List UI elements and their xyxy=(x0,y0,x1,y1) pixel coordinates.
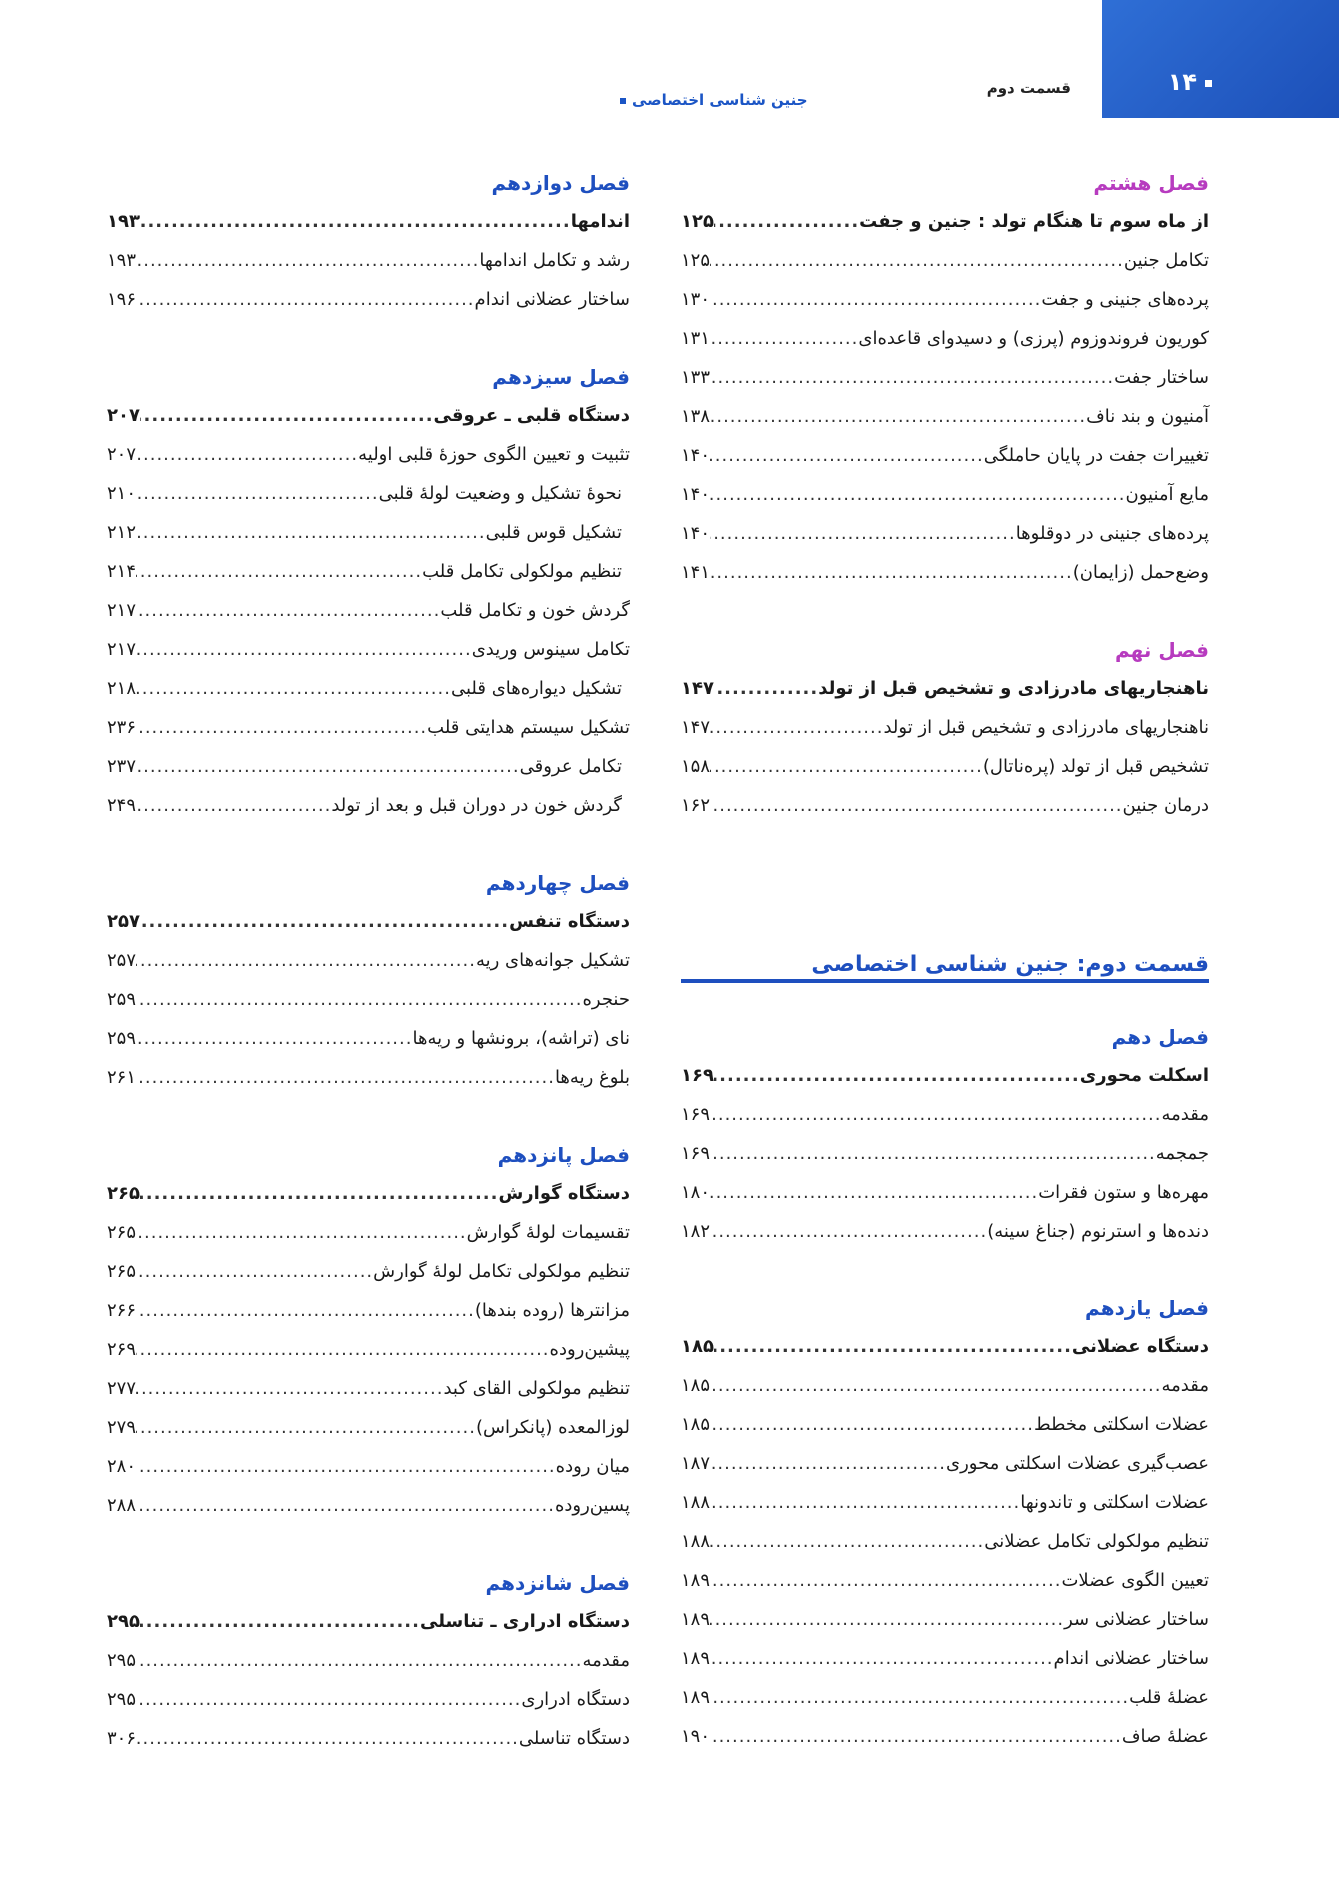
toc-entry-title: کوریون فروندوزوم (پرزی) و دسیدوای قاعده‌ای xyxy=(858,328,1209,349)
toc-entry xyxy=(107,941,630,980)
toc-entry xyxy=(681,1483,1209,1522)
toc-entry-page: ۱۴۱ xyxy=(681,562,711,583)
toc-entry xyxy=(107,1252,630,1291)
toc-entry-title: تکامل سینوس وریدی xyxy=(471,639,630,660)
toc-entry-page: ۲۹۵ xyxy=(107,1689,137,1710)
toc-entry-page: ۲۱۴ xyxy=(107,561,137,582)
toc-entry-title: تنظیم مولکولی القای کبد xyxy=(443,1378,630,1399)
toc-entry-page: ۱۴۰ xyxy=(681,484,711,505)
toc-entry-title: گردش خون و تکامل قلب xyxy=(440,600,630,621)
toc-entry-title: حنجره xyxy=(582,989,630,1010)
toc-entry-page: ۲۵۹ xyxy=(107,1028,137,1049)
chapter-block xyxy=(107,864,630,1097)
dot-leader xyxy=(136,1408,476,1447)
toc-entry xyxy=(681,397,1209,436)
toc-entry-page: ۲۱۷ xyxy=(107,600,137,621)
toc-entry-title: تکامل عروقی xyxy=(519,756,622,777)
dot-leader xyxy=(710,1600,1064,1639)
dot-leader xyxy=(714,669,818,708)
dot-leader xyxy=(136,1369,443,1408)
chapter-block xyxy=(107,1564,630,1758)
toc-entry-title: نای (تراشه)، برونشها و ریه‌ها xyxy=(412,1028,630,1049)
toc-entry-title: دستگاه ادراری ـ تناسلی xyxy=(419,1611,630,1632)
dot-leader xyxy=(136,552,422,591)
dot-leader xyxy=(136,1680,521,1719)
toc-entry-page: ۱۸۰ xyxy=(681,1182,711,1203)
toc-entry xyxy=(681,1056,1209,1095)
toc-entry-page: ۲۶۹ xyxy=(107,1339,137,1360)
toc-entry-page: ۲۱۸ xyxy=(107,678,137,699)
dot-leader xyxy=(140,1174,499,1213)
toc-entry-page: ۱۹۶ xyxy=(107,289,137,310)
toc-entry-page: ۲۷۷ xyxy=(107,1378,137,1399)
dot-leader xyxy=(710,1561,1061,1600)
toc-entry xyxy=(107,1486,630,1525)
toc-entry-page: ۱۳۸ xyxy=(681,406,711,427)
chapter-heading: فصل شانزدهم xyxy=(485,1571,630,1595)
chapter-block xyxy=(107,358,630,825)
toc-entry xyxy=(107,1291,630,1330)
toc-entry xyxy=(681,1639,1209,1678)
dot-leader xyxy=(136,1447,556,1486)
toc-entry-page: ۲۵۹ xyxy=(107,989,137,1010)
toc-entry-title: ناهنجاریهای مادرزادی و تشخیص قبل از تولد xyxy=(883,717,1209,738)
dot-leader xyxy=(710,1173,1038,1212)
toc-entry-page: ۱۸۵ xyxy=(681,1375,711,1396)
toc-entry-page: ۱۶۹ xyxy=(681,1143,711,1164)
toc-entry-page: ۱۴۷ xyxy=(681,678,714,699)
toc-entry-page: ۲۶۵ xyxy=(107,1183,140,1204)
dot-leader xyxy=(136,513,486,552)
toc-entry xyxy=(681,1405,1209,1444)
chapter-block xyxy=(681,1289,1209,1756)
dot-leader xyxy=(136,1291,475,1330)
toc-entry-page: ۱۸۸ xyxy=(681,1531,711,1552)
toc-entry xyxy=(681,669,1209,708)
dot-leader xyxy=(136,1213,467,1252)
dot-leader xyxy=(140,396,434,435)
toc-entry xyxy=(107,1174,630,1213)
toc-entry xyxy=(681,1717,1209,1756)
toc-entry-page: ۲۶۵ xyxy=(107,1261,137,1282)
toc-entry-title: تشکیل سیستم هدایتی قلب xyxy=(427,717,630,738)
dot-leader xyxy=(710,1405,1034,1444)
dot-leader xyxy=(710,319,858,358)
chapter-block xyxy=(681,631,1209,825)
toc-entry-title: از ماه سوم تا هنگام تولد : جنین و جفت xyxy=(859,211,1209,232)
toc-entry-title: لوزالمعده (پانکراس) xyxy=(475,1417,630,1438)
toc-entry xyxy=(107,280,630,319)
toc-entry xyxy=(107,747,630,786)
toc-entry-title: ساختار عضلانی اندام xyxy=(474,289,630,310)
toc-entry xyxy=(681,319,1209,358)
dot-leader xyxy=(710,1522,984,1561)
toc-entry xyxy=(107,1019,630,1058)
toc-entry xyxy=(107,1719,630,1758)
toc-entry-title: آمنیون و بند ناف xyxy=(1086,406,1209,427)
toc-entry-page: ۲۸۰ xyxy=(107,1456,137,1477)
toc-entry-page: ۲۸۸ xyxy=(107,1495,137,1516)
dot-leader xyxy=(710,786,1123,825)
chapter-heading: فصل یازدهم xyxy=(1085,1296,1209,1320)
toc-entry-page: ۳۰۶ xyxy=(107,1728,137,1749)
toc-entry-page: ۲۴۹ xyxy=(107,795,137,816)
toc-entry-title: دستگاه عضلانی xyxy=(1071,1336,1209,1357)
toc-entry-page: ۲۱۷ xyxy=(107,639,137,660)
dot-leader xyxy=(710,358,1114,397)
chapter-heading: فصل دوازدهم xyxy=(491,171,630,195)
dot-leader xyxy=(710,708,883,747)
toc-entry xyxy=(107,435,630,474)
toc-entry-page: ۲۹۵ xyxy=(107,1650,137,1671)
toc-entry xyxy=(681,1561,1209,1600)
toc-entry-title: دستگاه قلبی ـ عروقی xyxy=(433,405,630,426)
toc-entry xyxy=(681,280,1209,319)
dot-leader xyxy=(140,902,509,941)
toc-entry-title: عضلات اسکلتی و تاندونها xyxy=(1020,1492,1209,1513)
dot-leader xyxy=(136,1486,555,1525)
toc-entry xyxy=(107,980,630,1019)
toc-entry-page: ۱۸۹ xyxy=(681,1648,711,1669)
dot-leader xyxy=(136,474,379,513)
toc-entry xyxy=(681,1444,1209,1483)
toc-entry-page: ۱۴۰ xyxy=(681,523,711,544)
toc-entry-page: ۱۴۰ xyxy=(681,445,711,466)
toc-entry-title: تشکیل قوس قلبی xyxy=(485,522,622,543)
toc-left-column xyxy=(107,0,630,1890)
toc-entry-page: ۲۹۵ xyxy=(107,1611,140,1632)
toc-entry xyxy=(107,902,630,941)
toc-entry-title: نحوهٔ تشکیل و وضعیت لولهٔ قلبی xyxy=(378,483,622,504)
part-heading: قسمت دوم: جنین شناسی اختصاصی xyxy=(811,952,1209,977)
toc-entry-title: ساختار عضلانی اندام xyxy=(1053,1648,1209,1669)
chapter-heading: فصل هشتم xyxy=(1093,171,1209,195)
dot-leader xyxy=(136,1252,373,1291)
toc-entry-title: رشد و تکامل اندامها xyxy=(479,250,630,271)
toc-entry-page: ۱۸۹ xyxy=(681,1687,711,1708)
toc-entry-title: مقدمه xyxy=(1161,1375,1209,1396)
dot-leader xyxy=(136,747,520,786)
toc-entry xyxy=(107,552,630,591)
toc-entry xyxy=(107,1408,630,1447)
dot-leader xyxy=(136,1641,582,1680)
toc-entry-page: ۱۴۷ xyxy=(681,717,711,738)
toc-entry-title: مقدمه xyxy=(1161,1104,1209,1125)
toc-entry xyxy=(681,475,1209,514)
chapter-block xyxy=(107,1136,630,1525)
toc-entry xyxy=(107,1447,630,1486)
dot-leader xyxy=(710,1095,1161,1134)
toc-entry xyxy=(681,514,1209,553)
toc-entry-page: ۱۹۰ xyxy=(681,1726,711,1747)
toc-entry-title: مهره‌ها و ستون فقرات xyxy=(1038,1182,1209,1203)
toc-entry-page: ۱۳۱ xyxy=(681,328,711,349)
toc-entry-title: تشکیل جوانه‌های ریه xyxy=(475,950,630,971)
dot-leader xyxy=(710,241,1124,280)
page-number: ۱۴ xyxy=(1168,68,1212,96)
dot-leader xyxy=(136,1019,412,1058)
dot-leader xyxy=(136,435,358,474)
toc-entry-page: ۱۲۵ xyxy=(681,211,714,232)
toc-entry-page: ۱۹۳ xyxy=(107,211,140,232)
dot-leader xyxy=(136,241,479,280)
toc-entry-title: پیشین‌روده xyxy=(549,1339,630,1360)
dot-leader xyxy=(710,475,1126,514)
toc-entry-page: ۲۷۹ xyxy=(107,1417,137,1438)
dot-leader xyxy=(710,1134,1156,1173)
toc-entry-title: تغییرات جفت در پایان حاملگی xyxy=(983,445,1209,466)
toc-entry-title: دنده‌ها و استرنوم (جناغ سینه) xyxy=(987,1221,1209,1242)
toc-entry-title: تنظیم مولکولی تکامل قلب xyxy=(422,561,622,582)
running-title: جنین شناسی اختصاصی xyxy=(620,91,808,109)
toc-entry-page: ۲۳۷ xyxy=(107,756,137,777)
toc-entry-title: اسکلت محوری xyxy=(1079,1065,1209,1086)
toc-entry xyxy=(107,1213,630,1252)
toc-entry xyxy=(681,1212,1209,1251)
dot-leader xyxy=(710,1483,1020,1522)
toc-entry xyxy=(681,202,1209,241)
toc-entry xyxy=(681,747,1209,786)
dot-leader xyxy=(710,514,1016,553)
dot-leader xyxy=(710,280,1041,319)
toc-entry xyxy=(681,708,1209,747)
toc-entry-page: ۲۳۶ xyxy=(107,717,137,738)
dot-leader xyxy=(710,1366,1161,1405)
toc-entry-title: بلوغ ریه‌ها xyxy=(554,1067,630,1088)
toc-entry-title: تشکیل دیواره‌های قلبی xyxy=(450,678,622,699)
toc-entry-page: ۱۶۹ xyxy=(681,1104,711,1125)
toc-entry xyxy=(107,591,630,630)
toc-entry xyxy=(107,1680,630,1719)
toc-entry-page: ۱۶۲ xyxy=(681,795,711,816)
dot-leader xyxy=(710,1678,1129,1717)
toc-entry-page: ۲۰۷ xyxy=(107,444,137,465)
toc-entry-title: مقدمه xyxy=(582,1650,630,1671)
toc-entry xyxy=(107,513,630,552)
toc-entry-title: عصب‌گیری عضلات اسکلتی محوری xyxy=(945,1453,1209,1474)
toc-entry-title: میان روده xyxy=(555,1456,630,1477)
toc-entry xyxy=(107,708,630,747)
dot-leader xyxy=(136,941,476,980)
dot-leader xyxy=(136,980,582,1019)
toc-entry-page: ۲۰۷ xyxy=(107,405,140,426)
dot-leader xyxy=(710,1444,946,1483)
toc-entry-title: ساختار عضلانی سر xyxy=(1064,1609,1209,1630)
toc-entry xyxy=(681,1327,1209,1366)
dot-leader xyxy=(710,747,983,786)
dot-leader xyxy=(714,202,859,241)
dot-leader xyxy=(714,1327,1072,1366)
toc-entry-page: ۲۱۲ xyxy=(107,522,137,543)
toc-entry-title: دستگاه تنفس xyxy=(509,911,630,932)
toc-entry-page: ۲۱۰ xyxy=(107,483,137,504)
running-part-label: قسمت دوم xyxy=(986,79,1071,97)
dot-leader xyxy=(140,1602,420,1641)
toc-entry-title: تشخیص قبل از تولد (پره‌ناتال) xyxy=(982,756,1209,777)
toc-entry xyxy=(681,553,1209,592)
dot-leader xyxy=(136,630,472,669)
toc-entry-title: مایع آمنیون xyxy=(1125,484,1209,505)
toc-entry-page: ۱۸۷ xyxy=(681,1453,711,1474)
toc-entry-page: ۲۶۱ xyxy=(107,1067,137,1088)
toc-entry xyxy=(107,396,630,435)
toc-entry xyxy=(107,1330,630,1369)
toc-entry-title: پسین‌روده xyxy=(554,1495,630,1516)
toc-entry-title: پرده‌های جنینی و جفت xyxy=(1041,289,1209,310)
toc-entry-page: ۲۶۵ xyxy=(107,1222,137,1243)
chapter-heading: فصل سیزدهم xyxy=(492,365,630,389)
toc-entry-title: ساختار جفت xyxy=(1114,367,1209,388)
toc-entry-title: دستگاه ادراری xyxy=(521,1689,630,1710)
toc-entry-page: ۱۸۹ xyxy=(681,1570,711,1591)
dot-leader xyxy=(136,1058,555,1097)
toc-entry-title: اندامها xyxy=(570,211,630,232)
toc-entry xyxy=(681,436,1209,475)
toc-entry-page: ۱۵۸ xyxy=(681,756,711,777)
dot-leader xyxy=(710,1212,987,1251)
chapter-heading: فصل دهم xyxy=(1111,1025,1209,1049)
dot-leader xyxy=(136,786,331,825)
toc-entry xyxy=(107,1641,630,1680)
toc-entry-page: ۱۸۸ xyxy=(681,1492,711,1513)
toc-entry-page: ۱۸۵ xyxy=(681,1414,711,1435)
toc-entry-title: تثبیت و تعیین الگوی حوزهٔ قلبی اولیه xyxy=(358,444,630,465)
dot-leader xyxy=(710,397,1086,436)
toc-entry xyxy=(107,1369,630,1408)
dot-leader xyxy=(710,1717,1122,1756)
toc-entry-page: ۲۵۷ xyxy=(107,950,137,971)
toc-entry-title: گردش خون در دوران قبل و بعد از تولد xyxy=(331,795,622,816)
part-heading-rule xyxy=(681,979,1209,983)
dot-leader xyxy=(136,591,440,630)
toc-entry-page: ۱۳۰ xyxy=(681,289,711,310)
toc-right-column xyxy=(681,0,1209,1890)
toc-entry-page: ۲۵۷ xyxy=(107,911,140,932)
toc-entry xyxy=(681,1366,1209,1405)
toc-entry xyxy=(107,630,630,669)
toc-entry-title: تکامل جنین xyxy=(1123,250,1209,271)
toc-entry xyxy=(107,1602,630,1641)
toc-entry-title: جمجمه xyxy=(1155,1143,1209,1164)
toc-entry-title: تنظیم مولکولی تکامل لولهٔ گوارش xyxy=(373,1261,630,1282)
dot-leader xyxy=(136,708,427,747)
toc-entry xyxy=(681,1678,1209,1717)
toc-entry-title: دستگاه تناسلی xyxy=(518,1728,630,1749)
toc-entry-page: ۱۳۳ xyxy=(681,367,711,388)
chapter-block xyxy=(681,164,1209,592)
toc-entry-page: ۱۹۳ xyxy=(107,250,137,271)
toc-entry xyxy=(681,786,1209,825)
toc-entry-page: ۱۲۵ xyxy=(681,250,711,271)
toc-entry-title: عضلهٔ قلب xyxy=(1129,1687,1209,1708)
dot-leader xyxy=(136,280,475,319)
toc-entry-page: ۱۸۹ xyxy=(681,1609,711,1630)
toc-entry-title: مزانترها (روده بندها) xyxy=(474,1300,630,1321)
toc-entry-title: تقسیمات لولهٔ گوارش xyxy=(466,1222,630,1243)
chapter-heading: فصل چهاردهم xyxy=(485,871,630,895)
toc-entry-title: عضلهٔ صاف xyxy=(1121,1726,1209,1747)
chapter-block xyxy=(681,1018,1209,1251)
toc-entry-page: ۲۶۶ xyxy=(107,1300,137,1321)
toc-entry-title: درمان جنین xyxy=(1122,795,1209,816)
dot-leader xyxy=(710,436,984,475)
toc-entry xyxy=(681,358,1209,397)
toc-entry xyxy=(681,1522,1209,1561)
chapter-heading: فصل پانزدهم xyxy=(497,1143,630,1167)
dot-leader xyxy=(710,1639,1054,1678)
chapter-block xyxy=(107,164,630,319)
dot-leader xyxy=(714,1056,1080,1095)
toc-entry-page: ۱۸۵ xyxy=(681,1336,714,1357)
toc-entry xyxy=(681,1600,1209,1639)
toc-entry xyxy=(107,786,630,825)
dot-leader xyxy=(140,202,571,241)
toc-entry xyxy=(107,474,630,513)
toc-entry xyxy=(107,202,630,241)
toc-entry-title: عضلات اسکلتی مخطط xyxy=(1033,1414,1209,1435)
dot-leader xyxy=(136,1719,519,1758)
toc-entry-title: تنظیم مولکولی تکامل عضلانی xyxy=(984,1531,1209,1552)
toc-entry-title: وضع‌حمل (زایمان) xyxy=(1072,562,1209,583)
toc-entry-title: ناهنجاریهای مادرزادی و تشخیص قبل از تولد xyxy=(818,678,1209,699)
toc-entry xyxy=(107,1058,630,1097)
toc-entry xyxy=(681,1134,1209,1173)
dot-leader xyxy=(710,553,1073,592)
toc-entry-page: ۱۸۲ xyxy=(681,1221,711,1242)
toc-entry-title: تعیین الگوی عضلات xyxy=(1061,1570,1209,1591)
toc-entry xyxy=(681,1173,1209,1212)
toc-entry xyxy=(681,1095,1209,1134)
toc-entry xyxy=(107,669,630,708)
dot-leader xyxy=(136,669,451,708)
toc-entry-page: ۱۶۹ xyxy=(681,1065,714,1086)
toc-entry-title: دستگاه گوارش xyxy=(498,1183,630,1204)
toc-entry xyxy=(681,241,1209,280)
dot-leader xyxy=(136,1330,550,1369)
toc-entry-title: پرده‌های جنینی در دوقلوها xyxy=(1015,523,1209,544)
toc-entry xyxy=(107,241,630,280)
chapter-heading: فصل نهم xyxy=(1114,638,1209,662)
